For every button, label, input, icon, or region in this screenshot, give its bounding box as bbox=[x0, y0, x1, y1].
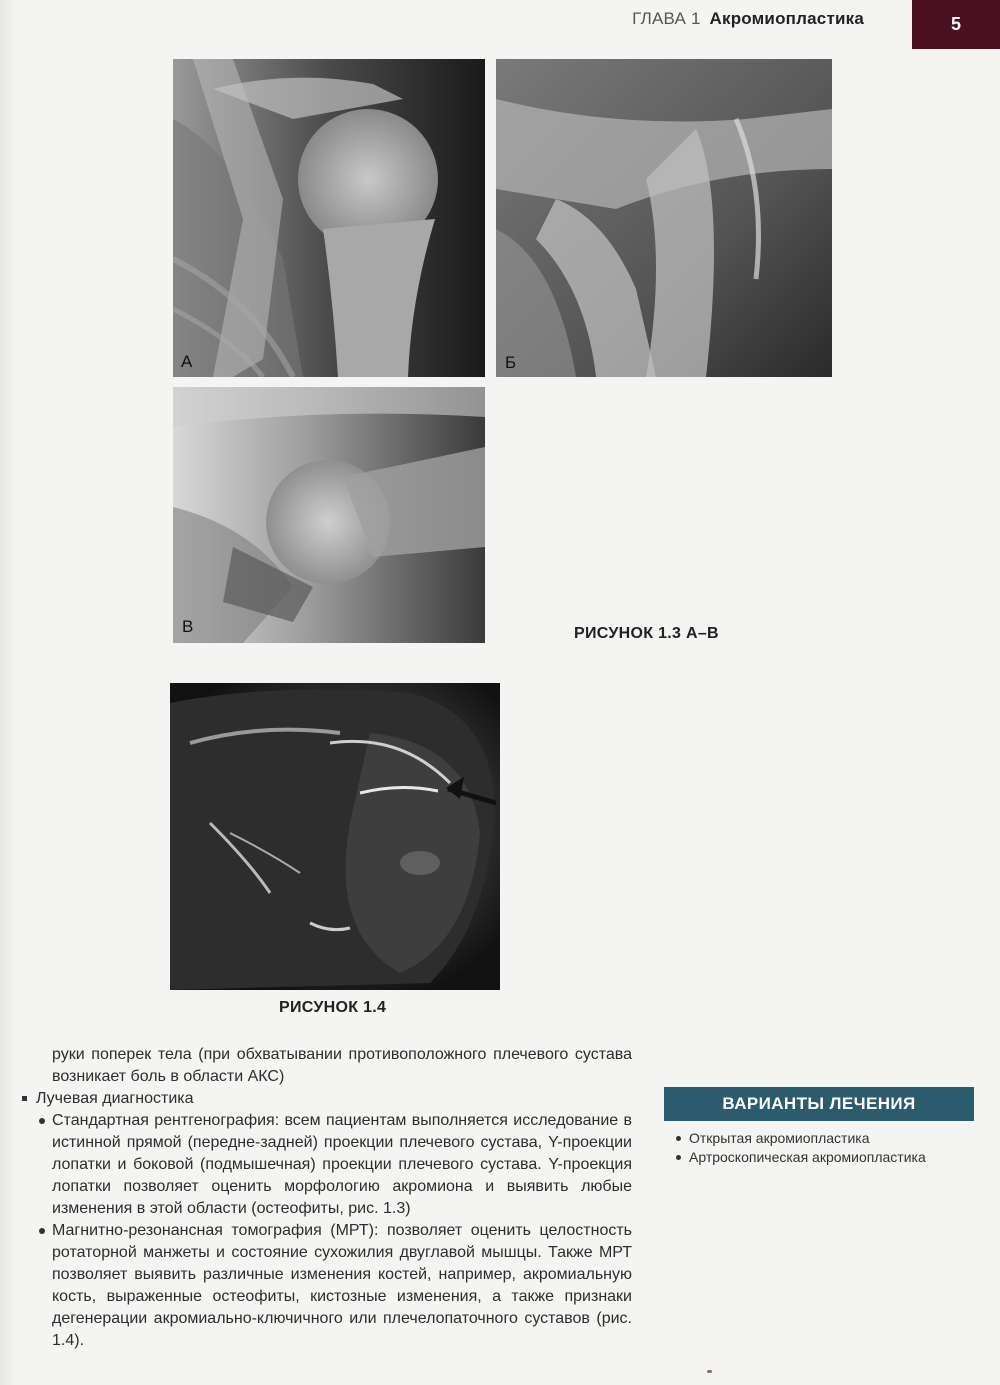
panel-letter-a: А bbox=[181, 352, 193, 371]
figure-1-3-caption: РИСУНОК 1.3 А–В bbox=[574, 625, 719, 642]
panel-letter-b: Б bbox=[505, 353, 517, 372]
running-head bbox=[632, 9, 864, 29]
body-text bbox=[20, 1044, 632, 1352]
xray-panel-c bbox=[173, 387, 485, 643]
page-number: 5 bbox=[912, 0, 1000, 49]
treatment-options-header: ВАРИАНТЫ ЛЕЧЕНИЯ bbox=[664, 1087, 974, 1121]
mri-image bbox=[170, 683, 500, 990]
xray-panel-b bbox=[496, 59, 832, 377]
treatment-options-list bbox=[672, 1129, 982, 1167]
treatment-option: Открытая акромиопластика bbox=[672, 1129, 982, 1148]
bullet-mri: Магнитно-резонансная томография (МРТ): позволяет оценить целостность ротаторной манжеты и состояние сухожилия двуглавой мышцы. Также МРТ позволяет выявить различные изменения костей, например, акромиальную кость, выраженные остеофиты, кистозные изменения, а также признаки дегенерации акромиально-ключичного или плечелопаточного суставов (рис. 1.4). bbox=[20, 1220, 632, 1352]
chapter-label: ГЛАВА 1 bbox=[632, 9, 701, 28]
figure-1-4-caption: РИСУНОК 1.4 bbox=[279, 999, 387, 1016]
continuation-paragraph: руки поперек тела (при обхватывании противоположного плечевого сустава возникает боль в области АКС) bbox=[52, 1046, 632, 1085]
page-edge bbox=[0, 0, 14, 1385]
bullet-xray: Стандартная рентгенография: всем пациентам выполняется исследование в истинной прямой (передне-задней) проекции плечевого сустава, Y-проекции лопатки и боковой (подмышечная) проекции плечевого сустава. Y-проекция лопатки позволяет оценить морфологию акромиона и выявить любые изменения в этой области (остеофиты, рис. 1.3) bbox=[20, 1110, 632, 1220]
xray-panel-a bbox=[173, 59, 485, 377]
panel-letter-c: В bbox=[182, 617, 194, 636]
bullet-radiology: Лучевая диагностика bbox=[20, 1088, 632, 1110]
chapter-title: Акромиопластика bbox=[709, 9, 864, 28]
print-speck bbox=[707, 1370, 712, 1373]
treatment-option: Артроскопическая акромиопластика bbox=[672, 1148, 982, 1167]
